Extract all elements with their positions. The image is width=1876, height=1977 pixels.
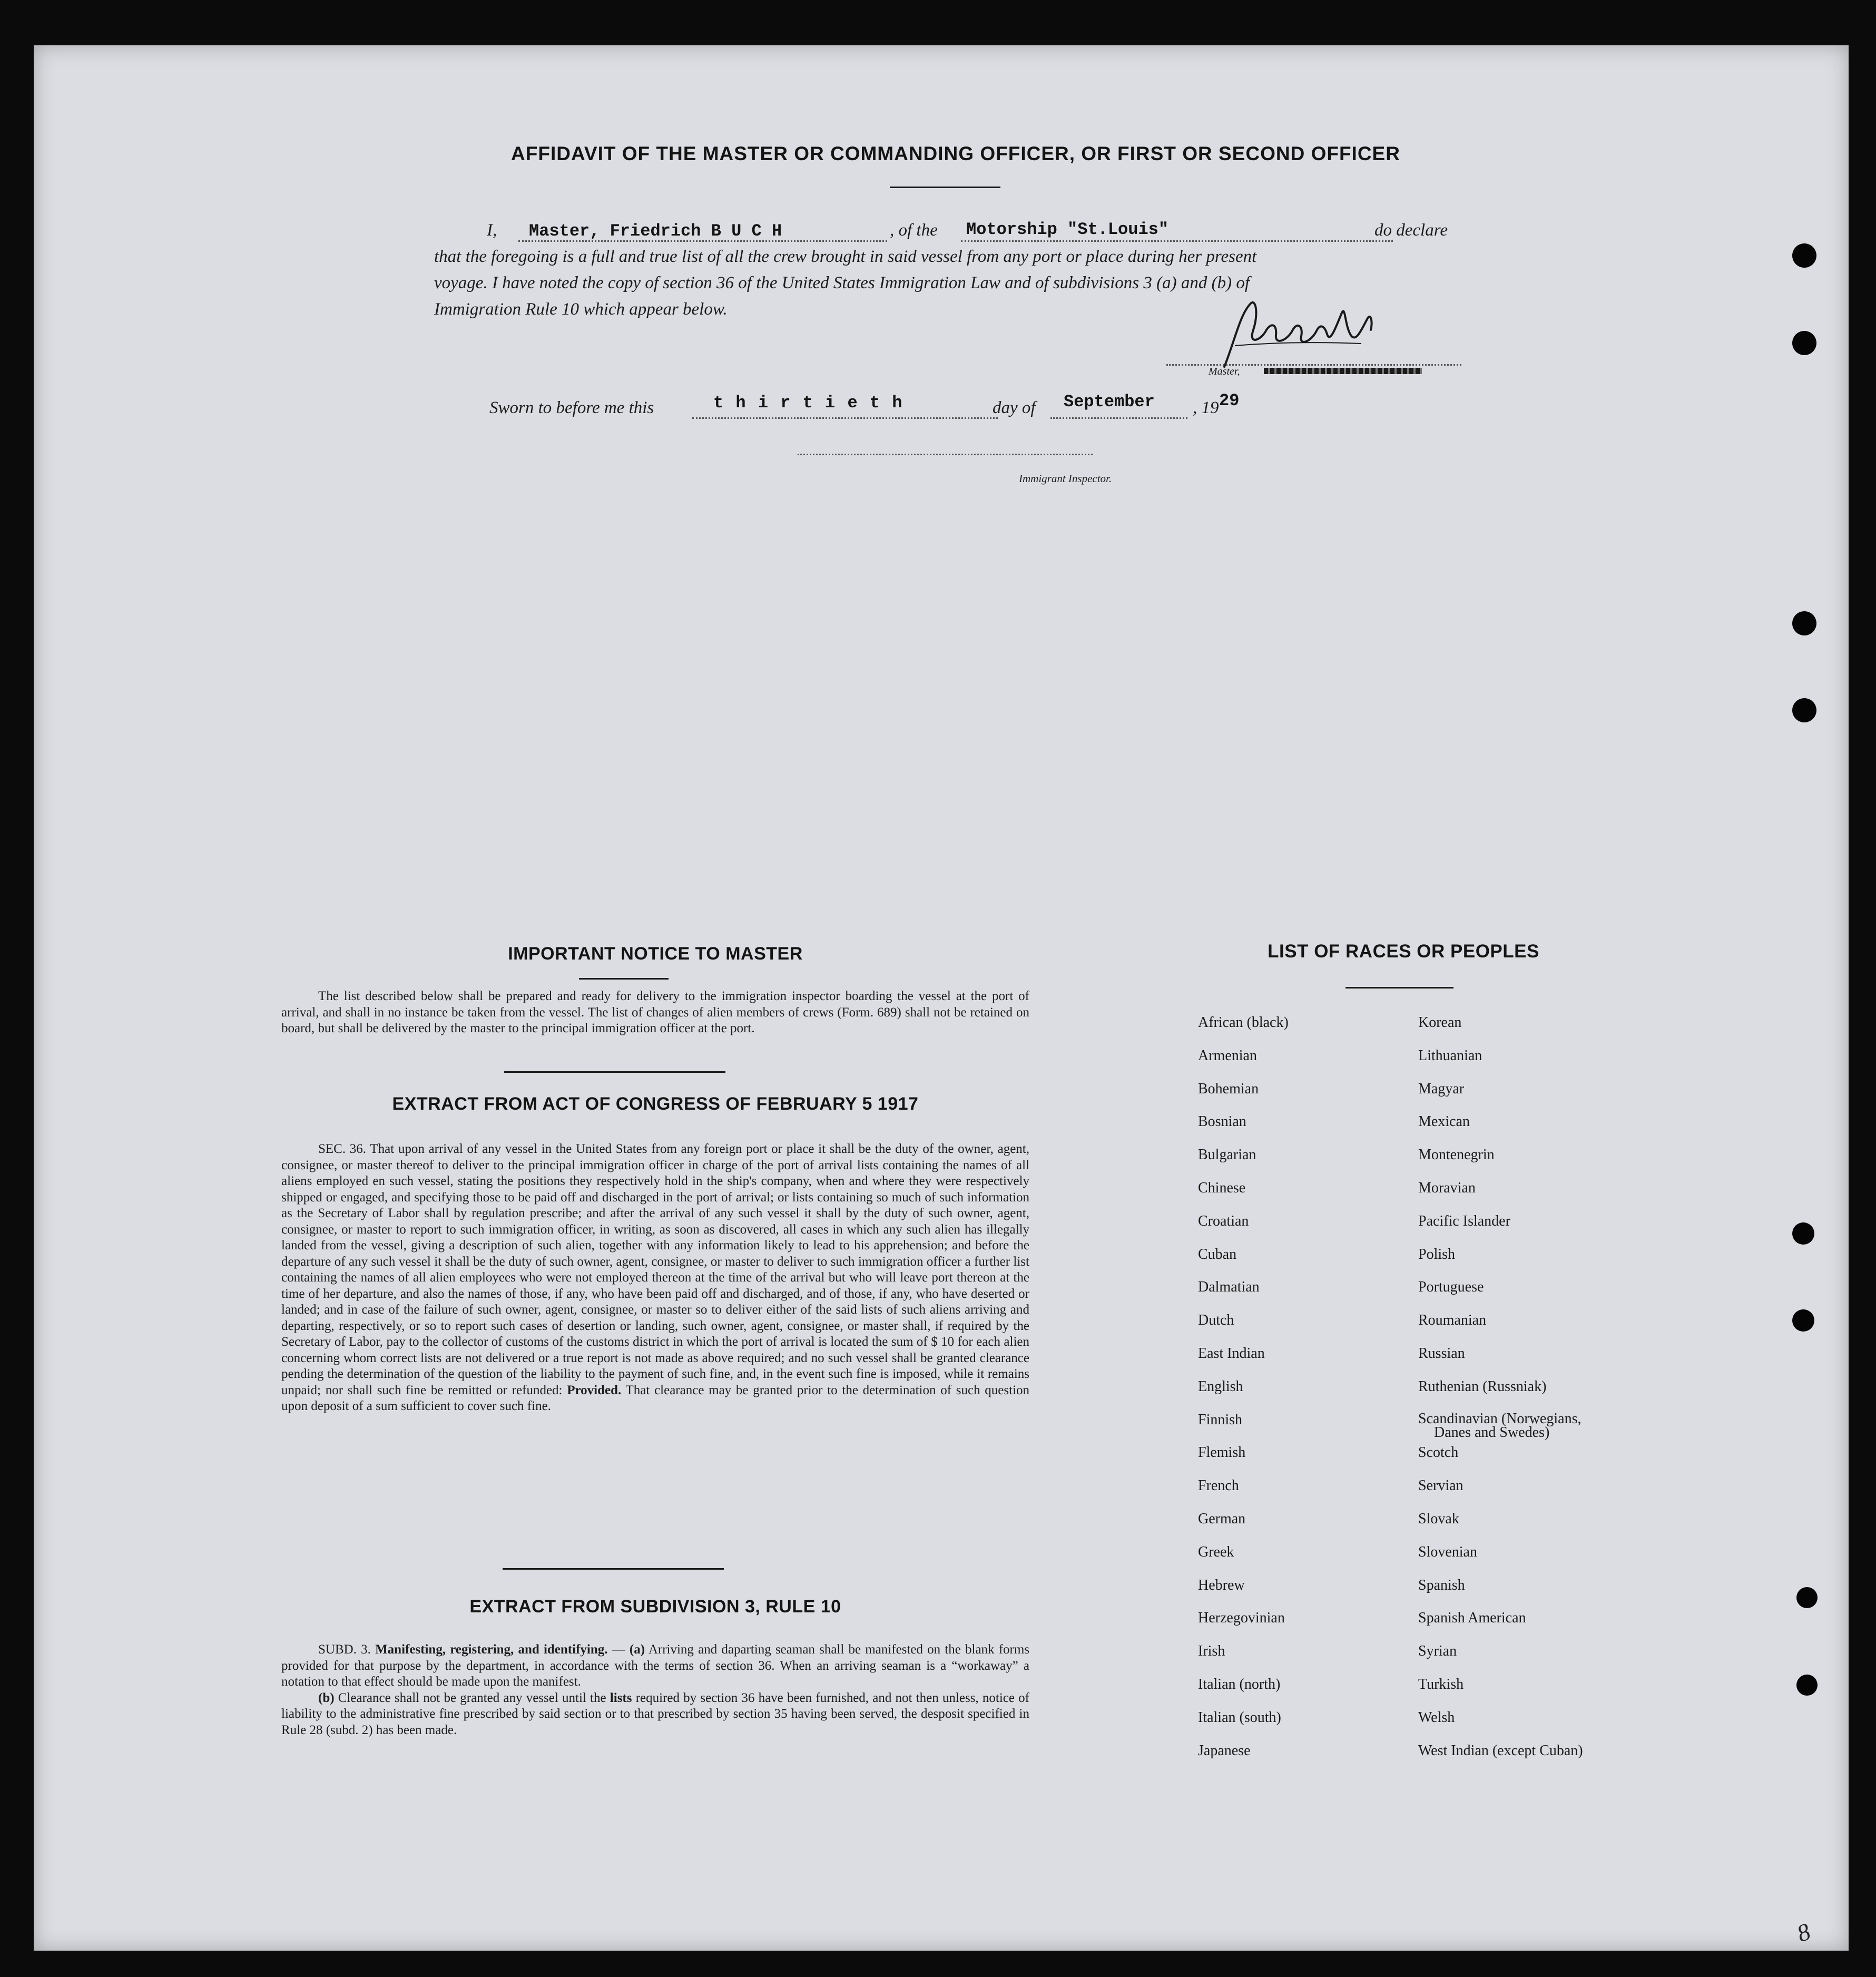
sworn-day-line [692, 417, 998, 419]
races-column-2 [1418, 1015, 1583, 1776]
margin-note: 8 [1793, 1917, 1814, 1947]
race-item: Roumanian [1418, 1312, 1487, 1329]
master-name-typed: Master, Friedrich B U C H [529, 221, 782, 241]
day-of-label: day of [993, 398, 1036, 417]
race-item: Syrian [1418, 1643, 1457, 1660]
affidavit-line-4: Immigration Rule 10 which appear below. [434, 300, 728, 319]
race-item: Dutch [1198, 1312, 1234, 1329]
race-item: Irish [1198, 1643, 1225, 1660]
rule-para-b [281, 1690, 1029, 1739]
race-item-label: Scandinavian (Norwegians, [1418, 1410, 1582, 1427]
race-item: Polish [1418, 1246, 1456, 1262]
act-title: EXTRACT FROM ACT OF CONGRESS OF FEBRUARY 5 1917 [392, 1094, 919, 1114]
race-item: Portuguese [1418, 1279, 1484, 1296]
affidavit-line-2: that the foregoing is a full and true list of all the crew brought in said vessel from any port or place during her present [434, 247, 1257, 266]
race-item: Armenian [1198, 1047, 1257, 1064]
race-item: Korean [1418, 1014, 1462, 1031]
punch-hole [1792, 698, 1816, 722]
race-item: Dalmatian [1198, 1279, 1260, 1296]
race-item: Turkish [1418, 1676, 1464, 1692]
race-item: Finnish [1198, 1411, 1243, 1428]
act-text-tail: That clearance may be granted prior to the determination of such question upon deposit of a sum sufficient to cover such fine. [281, 1383, 1030, 1413]
race-item: Ruthenian (Russniak) [1418, 1378, 1547, 1395]
struck-out-title [1264, 368, 1422, 374]
race-item: Welsh [1418, 1709, 1455, 1726]
race-item: Italian (north) [1198, 1676, 1281, 1692]
document-page [34, 45, 1849, 1951]
race-item: Herzegovinian [1198, 1610, 1285, 1627]
race-item: Greek [1198, 1543, 1234, 1560]
race-item: Bulgarian [1198, 1147, 1256, 1163]
sworn-month-typed: September [1064, 392, 1155, 412]
race-item: Russian [1418, 1345, 1465, 1362]
name-line [518, 240, 887, 242]
subd-b-text-1: Clearance shall not be granted any vessel until the [338, 1690, 606, 1705]
punch-hole [1792, 611, 1816, 635]
act-provided: Provided. [567, 1383, 622, 1397]
race-item: East Indian [1198, 1345, 1265, 1362]
races-rule [1345, 987, 1453, 988]
act-divider [503, 1568, 724, 1570]
rule-para-a [281, 1642, 1029, 1690]
race-item: Croatian [1198, 1212, 1249, 1229]
sworn-month-line [1050, 417, 1187, 419]
notice-divider [504, 1071, 725, 1073]
race-item: West Indian (except Cuban) [1418, 1742, 1583, 1759]
subd-label: SUBD. 3. [318, 1642, 371, 1657]
subd-dash: — [612, 1642, 625, 1657]
rule-text [281, 1642, 1029, 1738]
races-title: LIST OF RACES OR PEOPLES [1268, 941, 1539, 962]
race-item: Japanese [1198, 1742, 1251, 1759]
race-item: Chinese [1198, 1179, 1246, 1196]
race-item: Spanish [1418, 1577, 1465, 1593]
punch-hole [1796, 1587, 1818, 1608]
race-item: Moravian [1418, 1179, 1476, 1196]
punch-hole [1796, 1675, 1818, 1696]
race-item: Flemish [1198, 1444, 1246, 1461]
vessel-line [961, 240, 1393, 242]
race-item: African (black) [1198, 1014, 1289, 1031]
race-item: Pacific Islander [1418, 1212, 1510, 1229]
race-item: Cuban [1198, 1246, 1237, 1262]
race-item: Scotch [1418, 1444, 1459, 1461]
sworn-day-typed: t h i r t i e t h [713, 393, 903, 413]
punch-hole [1792, 331, 1816, 355]
subd-a-text: Arriving and daparting seaman shall be manifested on the blank forms provided for that purpose by the department, in accordance with the terms of section 36. When an arriving seaman is a “workaway” a notation to that effect should be made upon the manifest. [281, 1642, 1030, 1689]
subd-b-lists: lists [610, 1690, 632, 1705]
year-prefix: , 19 [1193, 398, 1219, 417]
inspector-label: Immigrant Inspector. [1019, 472, 1112, 485]
affidavit-pre-name: I, [487, 221, 497, 240]
race-item: Mexican [1418, 1113, 1470, 1130]
subd-b-text-2: required by section 36 have been furnished, and not then unless, notice of liability to the administrative fine prescribed by said section or to that prescribed by section 35 having been served, the desposit specified in Rule 28 (subd. 2) has been made. [281, 1690, 1029, 1737]
notice-text: The list described below shall be prepared and ready for delivery to the immigration inspector boarding the vessel at the port of arrival, and shall in no instance be taken from the vessel. The list of changes of alien members of crews (Form. 689) shall not be retained on board, but shall be delivered by the master to the principal immigration officer at the port. [281, 989, 1029, 1035]
do-declare-label: do declare [1374, 221, 1448, 240]
inspector-line [798, 454, 1093, 455]
race-item [1418, 1412, 1583, 1445]
act-text [281, 1141, 1029, 1415]
race-item: German [1198, 1510, 1246, 1527]
punch-hole [1792, 1222, 1814, 1245]
title-rule [890, 187, 1000, 188]
race-item: Slovak [1418, 1510, 1459, 1527]
subd-b-label: (b) [318, 1690, 335, 1705]
race-item: Bohemian [1198, 1080, 1259, 1097]
notice-rule [579, 978, 669, 980]
race-item: Bosnian [1198, 1113, 1246, 1130]
race-item: Montenegrin [1418, 1147, 1495, 1163]
race-item: Magyar [1418, 1080, 1465, 1097]
punch-hole [1792, 243, 1816, 268]
race-item: English [1198, 1378, 1243, 1395]
sworn-label: Sworn to before me this [489, 398, 654, 417]
master-label: Master, [1209, 366, 1240, 377]
race-item-continuation: Danes and Swedes) [1434, 1424, 1550, 1441]
race-item: Spanish American [1418, 1610, 1526, 1627]
act-text-main: SEC. 36. That upon arrival of any vessel in the United States from any foreign port or place it shall be the duty of the owner, agent, consignee, or master thereof to deliver to the principal immigration officer in charge of the port of arrival lists containing the names of all aliens employed en such vessel, stating the positions they respectively hold in the ship's company, when and where they were respectively shipped or engaged, and specifying those to be paid off and discharged in the port of arrival; or lists containing so much of such information as the Secretary of Labor shall by regulation prescribe; and after the arrival of any such vessel it shall by the duty of such owner, agent, consignee, or master to report to such immigration officer, in writing, as soon as discovered, all cases in which any such alien has illegally landed from the vessel, giving a description of such alien, together with any information likely to lead to his apprehension; and before the departure of any such vessel it shall be the duty of such owner, agent, consignee, or master to deliver to such immigration officer a further list containing the names of all alien employees who were not employed thereon at the time of the arrival but who will leave port thereon at the time of her departure, and also the names of those, if any, who have been paid off and discharged, and of those, if any, who have deserted or landed; and in case of the failure of such owner, agent, consignee, or master so to deliver either of the said lists of such aliens arriving and departing, respectively, or so to report such cases of desertion or landing, such owner, agent, consignee, or master shall, if required by the Secretary of Labor, pay to the collector of customs of the customs district in which the port of arrival is located the sum of $ 10 for each alien concerning whom correct lists are not delivered or a true report is not made as above required; and no such vessel shall be granted clearance pending the determination of the question of the liability to the payment of such fine, and, in the event such fine is imposed, while it remains unpaid; nor shall such fine be remitted or refunded: [281, 1142, 1029, 1397]
notice-title: IMPORTANT NOTICE TO MASTER [508, 944, 803, 964]
race-item: French [1198, 1477, 1239, 1494]
subd-a-label: (a) [629, 1642, 645, 1657]
affidavit-line-3: voyage. I have noted the copy of section 36 of the United States Immigration Law and of subdivisions 3 (a) and (b) of [434, 273, 1250, 292]
race-item: Slovenian [1418, 1543, 1477, 1560]
race-item: Hebrew [1198, 1577, 1245, 1593]
rule-title: EXTRACT FROM SUBDIVISION 3, RULE 10 [469, 1597, 841, 1617]
sworn-year-typed: 29 [1219, 391, 1240, 410]
of-the-label: , of the [890, 221, 938, 240]
race-item: Italian (south) [1198, 1709, 1281, 1726]
affidavit-title: AFFIDAVIT OF THE MASTER OR COMMANDING OFFICER, OR FIRST OR SECOND OFFICER [511, 143, 1400, 164]
vessel-name-typed: Motorship "St.Louis" [966, 220, 1169, 239]
race-item: Lithuanian [1418, 1047, 1482, 1064]
races-column-1 [1198, 1015, 1289, 1776]
subd-heading: Manifesting, registering, and identifying. [375, 1642, 608, 1657]
race-item: Servian [1418, 1477, 1464, 1494]
punch-hole [1792, 1309, 1814, 1332]
